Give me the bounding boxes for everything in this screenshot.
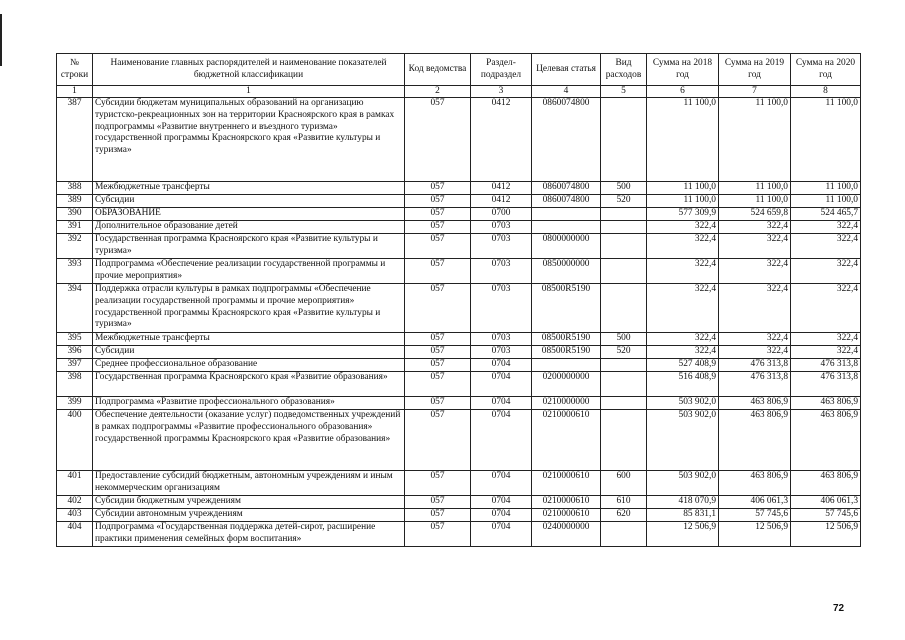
target-item-cell <box>532 221 601 234</box>
table-row <box>57 284 861 333</box>
target-item-cell: 0200000000 <box>532 372 601 397</box>
sum-2020-cell: 322,4 <box>791 333 861 346</box>
sum-2019-cell: 322,4 <box>719 346 791 359</box>
header-row <box>57 54 861 86</box>
budget-table <box>56 53 861 547</box>
sum-2019-cell: 11 100,0 <box>719 195 791 208</box>
row-number-cell: 403 <box>57 509 93 522</box>
sum-2019-cell: 463 806,9 <box>719 471 791 496</box>
target-item-cell: 0850000000 <box>532 259 601 284</box>
row-number-cell: 392 <box>57 234 93 259</box>
dept-code-cell: 057 <box>405 346 471 359</box>
section-cell: 0703 <box>471 221 532 234</box>
dept-code-cell: 057 <box>405 509 471 522</box>
row-number-cell: 391 <box>57 221 93 234</box>
header-target-item: Целевая статья <box>532 54 601 86</box>
sum-2019-cell: 322,4 <box>719 221 791 234</box>
row-name-cell: Субсидии автономным учреждениям <box>93 509 405 522</box>
dept-code-cell: 057 <box>405 410 471 471</box>
section-cell: 0703 <box>471 333 532 346</box>
sum-2020-cell: 322,4 <box>791 259 861 284</box>
target-item-cell: 0210000610 <box>532 471 601 496</box>
header-section: Раздел-подраздел <box>471 54 532 86</box>
table-row <box>57 509 861 522</box>
row-name-cell: Подпрограмма «Государственная поддержка детей-сирот, расширение практики применения семейных форм воспитания» <box>93 522 405 547</box>
dept-code-cell: 057 <box>405 234 471 259</box>
expense-kind-cell <box>601 98 647 182</box>
row-number-cell: 390 <box>57 208 93 221</box>
section-cell: 0700 <box>471 208 532 221</box>
sum-2020-cell: 57 745,6 <box>791 509 861 522</box>
sum-2018-cell: 418 070,9 <box>647 496 719 509</box>
table-row <box>57 471 861 496</box>
section-cell: 0704 <box>471 372 532 397</box>
sum-2018-cell: 11 100,0 <box>647 182 719 195</box>
expense-kind-cell <box>601 410 647 471</box>
sum-2020-cell: 322,4 <box>791 221 861 234</box>
target-item-cell <box>532 208 601 221</box>
table-row <box>57 208 861 221</box>
expense-kind-cell: 520 <box>601 195 647 208</box>
target-item-cell: 0860074800 <box>532 182 601 195</box>
section-cell: 0704 <box>471 471 532 496</box>
row-name-cell: Дополнительное образование детей <box>93 221 405 234</box>
sum-2020-cell: 476 313,8 <box>791 372 861 397</box>
table-row <box>57 397 861 410</box>
sum-2019-cell: 524 659,8 <box>719 208 791 221</box>
row-name-cell: Межбюджетные трансферты <box>93 182 405 195</box>
sum-2020-cell: 524 465,7 <box>791 208 861 221</box>
target-item-cell: 08500R5190 <box>532 333 601 346</box>
sum-2018-cell: 503 902,0 <box>647 471 719 496</box>
sum-2020-cell: 322,4 <box>791 234 861 259</box>
expense-kind-cell: 600 <box>601 471 647 496</box>
column-number: 3 <box>471 86 532 98</box>
table-row <box>57 333 861 346</box>
sum-2019-cell: 12 506,9 <box>719 522 791 547</box>
dept-code-cell: 057 <box>405 98 471 182</box>
sum-2019-cell: 463 806,9 <box>719 397 791 410</box>
table-row <box>57 359 861 372</box>
sum-2019-cell: 406 061,3 <box>719 496 791 509</box>
sum-2018-cell: 322,4 <box>647 259 719 284</box>
row-name-cell: Государственная программа Красноярского края «Развитие культуры и туризма» <box>93 234 405 259</box>
sum-2018-cell: 11 100,0 <box>647 195 719 208</box>
column-number-row <box>57 86 861 98</box>
sum-2020-cell: 11 100,0 <box>791 98 861 182</box>
page-number: 72 <box>833 603 845 614</box>
expense-kind-cell <box>601 234 647 259</box>
expense-kind-cell <box>601 284 647 333</box>
target-item-cell: 0210000610 <box>532 509 601 522</box>
row-name-cell: Межбюджетные трансферты <box>93 333 405 346</box>
section-cell: 0703 <box>471 346 532 359</box>
section-cell: 0412 <box>471 195 532 208</box>
sum-2020-cell: 322,4 <box>791 284 861 333</box>
section-cell: 0704 <box>471 509 532 522</box>
dept-code-cell: 057 <box>405 259 471 284</box>
row-number-cell: 400 <box>57 410 93 471</box>
sum-2020-cell: 463 806,9 <box>791 471 861 496</box>
sum-2018-cell: 503 902,0 <box>647 410 719 471</box>
table-row <box>57 195 861 208</box>
target-item-cell: 0800000000 <box>532 234 601 259</box>
dept-code-cell: 057 <box>405 496 471 509</box>
section-cell: 0412 <box>471 98 532 182</box>
sum-2018-cell: 322,4 <box>647 234 719 259</box>
row-name-cell: ОБРАЗОВАНИЕ <box>93 208 405 221</box>
target-item-cell <box>532 359 601 372</box>
row-number-cell: 388 <box>57 182 93 195</box>
sum-2018-cell: 322,4 <box>647 221 719 234</box>
sum-2020-cell: 406 061,3 <box>791 496 861 509</box>
row-name-cell: Субсидии <box>93 346 405 359</box>
row-number-cell: 396 <box>57 346 93 359</box>
row-number-cell: 404 <box>57 522 93 547</box>
target-item-cell: 0860074800 <box>532 98 601 182</box>
sum-2019-cell: 11 100,0 <box>719 182 791 195</box>
dept-code-cell: 057 <box>405 397 471 410</box>
sum-2018-cell: 322,4 <box>647 346 719 359</box>
sum-2020-cell: 12 506,9 <box>791 522 861 547</box>
dept-code-cell: 057 <box>405 221 471 234</box>
section-cell: 0703 <box>471 259 532 284</box>
row-number-cell: 398 <box>57 372 93 397</box>
row-number-cell: 397 <box>57 359 93 372</box>
column-number: 1 <box>57 86 93 98</box>
header-row-number: № строки <box>57 54 93 86</box>
dept-code-cell: 057 <box>405 182 471 195</box>
sum-2020-cell: 463 806,9 <box>791 410 861 471</box>
section-cell: 0412 <box>471 182 532 195</box>
sum-2018-cell: 527 408,9 <box>647 359 719 372</box>
sum-2020-cell: 476 313,8 <box>791 359 861 372</box>
target-item-cell: 08500R5190 <box>532 284 601 333</box>
header-sum-2020: Сумма на 2020 год <box>791 54 861 86</box>
row-name-cell: Предоставление субсидий бюджетным, автономным учреждениям и иным некоммерческим организациям <box>93 471 405 496</box>
expense-kind-cell: 620 <box>601 509 647 522</box>
row-name-cell: Подпрограмма «Обеспечение реализации государственной программы и прочие мероприятия» <box>93 259 405 284</box>
table-row <box>57 221 861 234</box>
table-row <box>57 98 861 182</box>
sum-2020-cell: 11 100,0 <box>791 182 861 195</box>
sum-2019-cell: 322,4 <box>719 234 791 259</box>
table-row <box>57 182 861 195</box>
sum-2019-cell: 57 745,6 <box>719 509 791 522</box>
sum-2019-cell: 322,4 <box>719 284 791 333</box>
section-cell: 0703 <box>471 234 532 259</box>
sum-2019-cell: 11 100,0 <box>719 98 791 182</box>
column-number: 2 <box>405 86 471 98</box>
column-number: 4 <box>532 86 601 98</box>
column-number: 6 <box>647 86 719 98</box>
sum-2018-cell: 11 100,0 <box>647 98 719 182</box>
target-item-cell: 0210000000 <box>532 397 601 410</box>
row-number-cell: 402 <box>57 496 93 509</box>
sum-2018-cell: 322,4 <box>647 333 719 346</box>
dept-code-cell: 057 <box>405 372 471 397</box>
row-name-cell: Субсидии <box>93 195 405 208</box>
section-cell: 0704 <box>471 359 532 372</box>
table-row <box>57 410 861 471</box>
row-number-cell: 399 <box>57 397 93 410</box>
expense-kind-cell: 520 <box>601 346 647 359</box>
expense-kind-cell <box>601 259 647 284</box>
section-cell: 0704 <box>471 397 532 410</box>
expense-kind-cell <box>601 397 647 410</box>
sum-2019-cell: 322,4 <box>719 333 791 346</box>
expense-kind-cell <box>601 208 647 221</box>
dept-code-cell: 057 <box>405 195 471 208</box>
sum-2018-cell: 516 408,9 <box>647 372 719 397</box>
dept-code-cell: 057 <box>405 471 471 496</box>
column-number: 5 <box>601 86 647 98</box>
sum-2018-cell: 577 309,9 <box>647 208 719 221</box>
sum-2019-cell: 463 806,9 <box>719 410 791 471</box>
page-edge-mark <box>0 14 2 66</box>
row-name-cell: Субсидии бюджетам муниципальных образований на организацию туристско-рекреационных зон на территории Красноярского края в рамках подпрограммы «Развитие внутреннего и въездного туризма» государственной программы Красноярского края «Развитие культуры и туризма» <box>93 98 405 182</box>
table-row <box>57 259 861 284</box>
table-row <box>57 522 861 547</box>
dept-code-cell: 057 <box>405 522 471 547</box>
column-number: 1 <box>93 86 405 98</box>
sum-2018-cell: 12 506,9 <box>647 522 719 547</box>
sum-2020-cell: 322,4 <box>791 346 861 359</box>
target-item-cell: 0240000000 <box>532 522 601 547</box>
section-cell: 0704 <box>471 522 532 547</box>
row-number-cell: 389 <box>57 195 93 208</box>
row-number-cell: 401 <box>57 471 93 496</box>
dept-code-cell: 057 <box>405 208 471 221</box>
table-row <box>57 234 861 259</box>
table-row <box>57 372 861 397</box>
row-name-cell: Поддержка отрасли культуры в рамках подпрограммы «Обеспечение реализации государственной программы и прочие мероприятия» государственной программы Красноярского края «Развитие культуры и туризма» <box>93 284 405 333</box>
sum-2018-cell: 85 831,1 <box>647 509 719 522</box>
target-item-cell: 0210000610 <box>532 496 601 509</box>
row-name-cell: Субсидии бюджетным учреждениям <box>93 496 405 509</box>
row-number-cell: 394 <box>57 284 93 333</box>
section-cell: 0704 <box>471 410 532 471</box>
expense-kind-cell <box>601 522 647 547</box>
row-number-cell: 395 <box>57 333 93 346</box>
row-name-cell: Подпрограмма «Развитие профессионального образования» <box>93 397 405 410</box>
table-row <box>57 346 861 359</box>
table-row <box>57 496 861 509</box>
expense-kind-cell <box>601 359 647 372</box>
dept-code-cell: 057 <box>405 359 471 372</box>
sum-2019-cell: 476 313,8 <box>719 359 791 372</box>
row-name-cell: Обеспечение деятельности (оказание услуг) подведомственных учреждений в рамках подпрограммы «Развитие профессионального образования» государственной программы Красноярского края «Развитие образования» <box>93 410 405 471</box>
column-number: 8 <box>791 86 861 98</box>
sum-2018-cell: 322,4 <box>647 284 719 333</box>
row-name-cell: Государственная программа Красноярского края «Развитие образования» <box>93 372 405 397</box>
target-item-cell: 08500R5190 <box>532 346 601 359</box>
row-number-cell: 393 <box>57 259 93 284</box>
expense-kind-cell <box>601 372 647 397</box>
expense-kind-cell: 610 <box>601 496 647 509</box>
target-item-cell: 0860074800 <box>532 195 601 208</box>
target-item-cell: 0210000610 <box>532 410 601 471</box>
expense-kind-cell: 500 <box>601 333 647 346</box>
header-sum-2018: Сумма на 2018 год <box>647 54 719 86</box>
sum-2020-cell: 11 100,0 <box>791 195 861 208</box>
header-dept-code: Код ведомства <box>405 54 471 86</box>
sum-2019-cell: 322,4 <box>719 259 791 284</box>
sum-2019-cell: 476 313,8 <box>719 372 791 397</box>
table-body <box>57 98 861 547</box>
row-name-cell: Среднее профессиональное образование <box>93 359 405 372</box>
column-number: 7 <box>719 86 791 98</box>
dept-code-cell: 057 <box>405 284 471 333</box>
section-cell: 0704 <box>471 496 532 509</box>
section-cell: 0703 <box>471 284 532 333</box>
header-name: Наименование главных распорядителей и наименование показателей бюджетной классификации <box>93 54 405 86</box>
sum-2018-cell: 503 902,0 <box>647 397 719 410</box>
expense-kind-cell <box>601 221 647 234</box>
header-expense-kind: Вид расходов <box>601 54 647 86</box>
expense-kind-cell: 500 <box>601 182 647 195</box>
dept-code-cell: 057 <box>405 333 471 346</box>
row-number-cell: 387 <box>57 98 93 182</box>
sum-2020-cell: 463 806,9 <box>791 397 861 410</box>
header-sum-2019: Сумма на 2019 год <box>719 54 791 86</box>
